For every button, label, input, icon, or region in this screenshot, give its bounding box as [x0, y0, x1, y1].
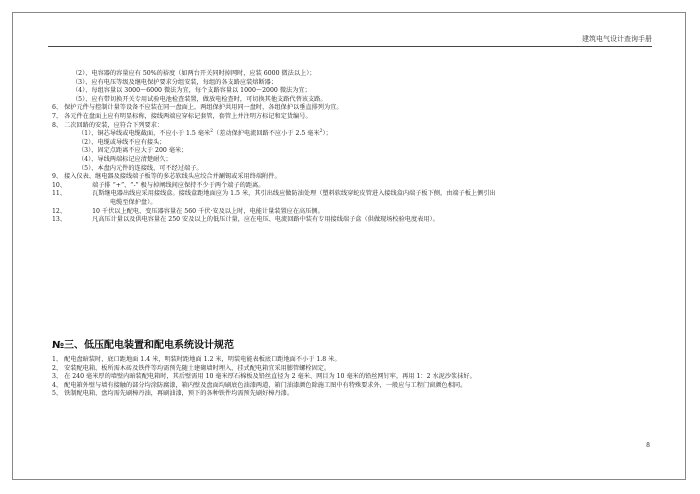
- header-rule: [48, 46, 652, 47]
- list-item-text: 端子排 “+”、“-” 极与掉闸线间应保持不少于两个端子的距离。: [92, 181, 265, 189]
- page-header-title: 建筑电气设计查询手册: [582, 35, 652, 43]
- list-item-text: （差动保护电流回路不应小于 2.5 毫米: [213, 130, 320, 138]
- list-item: 2、 安装配电箱、板所需木砖及铁件等均需预先随土建砌墙时埋入，挂式配电箱宜采用膨管螺栓固定。: [52, 364, 331, 372]
- list-item-text: （1）、铜芯导线或电缆截面，不应小于 1.5 毫米: [78, 130, 211, 138]
- list-item-continuation: 电缆至保护盘）。: [110, 198, 157, 206]
- list-item: （4）、每组容量以 3000～6000 微法为宜，每个支路容量以 1000～2000 微法为宜；: [72, 87, 311, 95]
- list-item: （3）、固定点距离不应大于 200 毫米；: [78, 147, 188, 155]
- list-item: （4）、导线两端标记应清楚耐久；: [78, 155, 172, 163]
- capacitor-and-secondary-circuit-list: [52, 70, 652, 225]
- list-item: （5）、应有带切换开关专用试验电池检查装置，做放电检查时，可切换其他支路代替该支路。: [72, 95, 327, 103]
- list-item: 8、 二次回路的安装，应符合下列要求：: [52, 121, 164, 129]
- list-item: 3、 在 240 毫米厚的墙壁内暗装配电箱时，其后壁需用 10 毫米厚石棉板及铅丝直径为 2 毫米、网目为 10 毫米的铅丝网钉牢，再用 1：2 水泥沙浆抹好。: [52, 373, 476, 381]
- superscript: 2: [319, 129, 323, 135]
- list-item: 1、 配电盘暗装时，底口距地面 1.4 米，明装时距地面 1.2 米，明装电能表板底口距地面不小于 1.8 米。: [52, 356, 341, 363]
- list-item: 9、 接入仪表、继电器及接线端子板等的多芯软线头应绞合并涮锡或采用终端附件。: [52, 173, 281, 181]
- list-item: （3）、应有电压等级及继电保护要求分组安装，每组的各支路应装熔断器；: [72, 78, 278, 86]
- list-item: （2）、电缆或导线不应有接头；: [78, 138, 166, 146]
- list-item: 6、 保护元件与控制计量等设备不应装在同一盘面上，两组保护共用同一盘时，各组保护以垂直排列为宜。: [52, 104, 343, 112]
- page-number: 8: [646, 442, 650, 449]
- list-item: 4、 配电箱外壁与墙有接触的部分均涂防腐漆，箱内壁及盘面均刷底色油漆两道，箱门油漆颜色除施工图中有特殊要求外，一般应与工程门窗颜色相同。: [52, 381, 467, 389]
- list-item-text: 瓦斯继电器出线应采用接线盒。接线盒距地面应为 1.5 米，其引出线应做防油处理（塑料软线穿蛇皮管进入接线盒内端子板下侧，由端子板上侧引出: [92, 190, 496, 198]
- item-number: 11、: [52, 190, 67, 198]
- item-number: 10、: [52, 181, 67, 189]
- list-item: （5）、本盘内元件的连接线，可不经过端子。: [78, 164, 203, 172]
- list-item-text: 10 千伏以上配电、变压器容量在 560 千伏·安及以上时，电能计量装置应在高压侧。: [92, 207, 324, 215]
- list-item: [52, 190, 652, 199]
- list-item: [52, 130, 652, 139]
- list-item: [52, 216, 652, 225]
- list-item: 5、 铁制配电箱、盘均需先刷樟丹油，再刷油漆，预下的各种铁件均需预先刷好樟丹漆。: [52, 390, 294, 398]
- list-item: （2）、电容器的容量应有 50%的裕度（如两台开关同时掉网时，应装 6000 微法以上）；: [72, 70, 316, 77]
- item-number: 12、: [52, 207, 67, 215]
- list-item: [52, 208, 652, 217]
- list-item-text: ）；: [322, 130, 332, 138]
- list-item-text: 凡高压计量以及供电容量在 250 安及以上的低压计量，应在电压、电流回路中装有专用接线端子盒（供做现场校验电度表用）。: [92, 216, 439, 224]
- low-voltage-distribution-list: [52, 356, 652, 399]
- superscript: 2: [210, 129, 214, 135]
- list-item: 7、 各元件在盘面上应有明显标称，接线两端应穿标记套管，套管上并注明方标记和定货编号。: [52, 112, 312, 120]
- item-number: 13、: [52, 216, 67, 224]
- section-heading: №三、低压配电装置和配电系统设计规范: [52, 340, 235, 351]
